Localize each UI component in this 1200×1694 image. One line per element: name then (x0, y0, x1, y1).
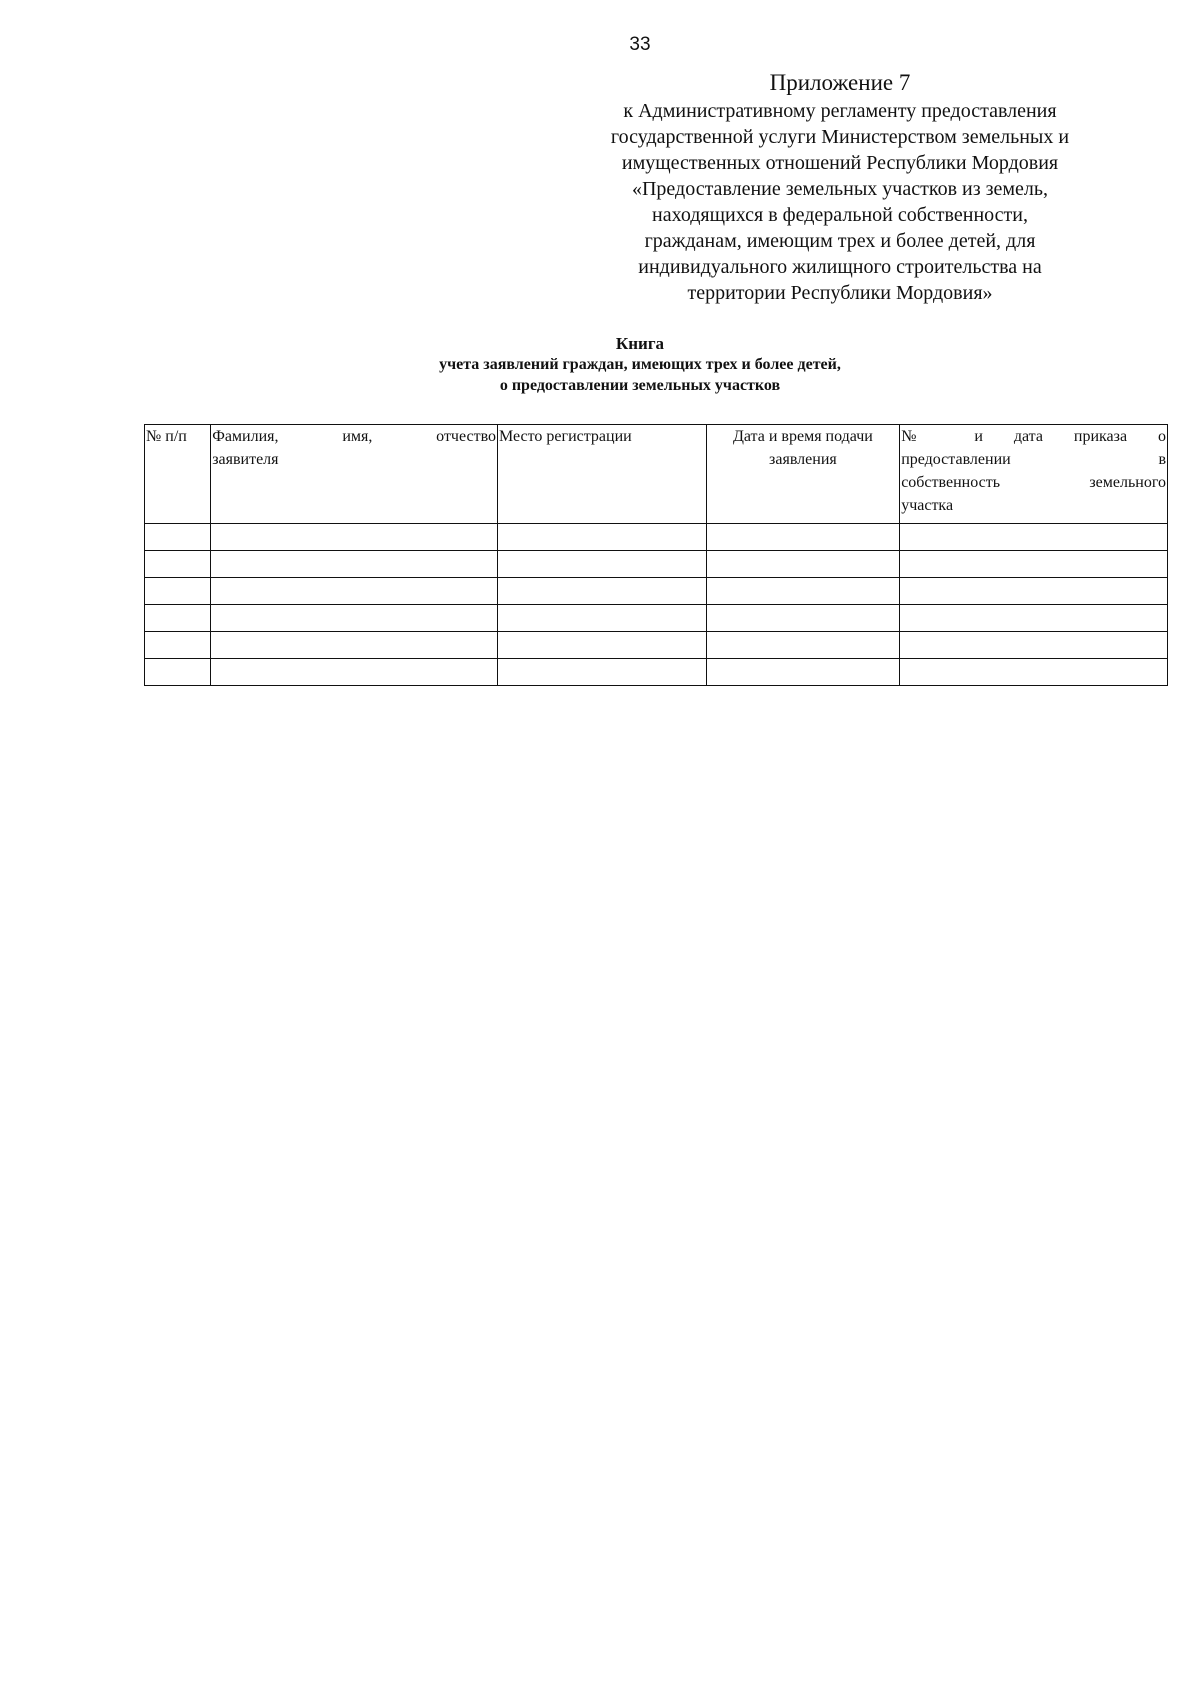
table-cell (211, 551, 498, 578)
table-cell (498, 551, 707, 578)
appendix-line: имущественных отношений Республики Мордовия (621, 152, 1059, 174)
table-cell (900, 551, 1168, 578)
table-cell (498, 605, 707, 632)
book-subtitle-line: учета заявлений граждан, имеющих трех и более детей, (439, 356, 841, 373)
column-header-text: Дата и время подачи (732, 428, 873, 445)
column-header-applicant-name (211, 425, 498, 524)
table-row (145, 632, 1168, 659)
table-cell (900, 578, 1168, 605)
table-cell (706, 605, 900, 632)
appendix-block (560, 68, 1120, 306)
table-cell (145, 551, 211, 578)
table-cell (706, 524, 900, 551)
appendix-line: «Предоставление земельных участков из земель, (631, 178, 1049, 200)
table-cell (706, 632, 900, 659)
table-cell (211, 605, 498, 632)
column-header-text: предоставлении в (901, 451, 1166, 468)
column-header-text: Место регистрации (499, 428, 632, 445)
table-cell (706, 551, 900, 578)
table-row (145, 551, 1168, 578)
column-header-text: заявления (769, 451, 837, 468)
table-cell (145, 524, 211, 551)
table-cell (498, 659, 707, 686)
table-row (145, 578, 1168, 605)
book-subtitle-line: о предоставлении земельных участков (499, 377, 781, 394)
table-row (145, 524, 1168, 551)
appendix-line: к Административному регламенту предоставления (623, 100, 1057, 122)
column-header-text: № и дата приказа о (901, 428, 1166, 445)
appendix-line: индивидуального жилищного строительства на (638, 256, 1042, 278)
table-cell (211, 578, 498, 605)
appendix-line: территории Республики Мордовия» (687, 282, 993, 304)
table-cell (706, 659, 900, 686)
column-header-order-number-date (900, 425, 1168, 524)
appendix-title: Приложение 7 (769, 70, 911, 95)
column-header-number (145, 425, 211, 524)
table-cell (211, 632, 498, 659)
column-header-text: участка (901, 497, 954, 514)
table-cell (706, 578, 900, 605)
appendix-line: находящихся в федеральной собственности, (652, 204, 1028, 226)
book-title: Книга (615, 334, 665, 353)
table-cell (145, 605, 211, 632)
table-cell (900, 605, 1168, 632)
table-cell (211, 659, 498, 686)
column-header-registration-place (498, 425, 707, 524)
table-cell (900, 524, 1168, 551)
column-header-submission-datetime (706, 425, 900, 524)
table-cell (900, 632, 1168, 659)
table-cell (900, 659, 1168, 686)
appendix-line: гражданам, имеющим трех и более детей, для (644, 230, 1036, 252)
table-cell (498, 632, 707, 659)
column-header-text: заявителя (212, 451, 279, 468)
table-cell (145, 659, 211, 686)
table-header-row (145, 425, 1168, 524)
page-number: 33 (629, 34, 651, 55)
column-header-text: собственность земельного (901, 474, 1166, 491)
table-row (145, 605, 1168, 632)
column-header-text: № п/п (146, 428, 187, 445)
table-cell (211, 524, 498, 551)
table-row (145, 659, 1168, 686)
appendix-line: государственной услуги Министерством земельных и (610, 126, 1070, 148)
table-cell (145, 578, 211, 605)
table-cell (145, 632, 211, 659)
column-header-text: Фамилия, имя, отчество (212, 428, 497, 445)
table-cell (498, 578, 707, 605)
applications-register-table (144, 424, 1168, 686)
book-heading (340, 333, 940, 396)
table-cell (498, 524, 707, 551)
